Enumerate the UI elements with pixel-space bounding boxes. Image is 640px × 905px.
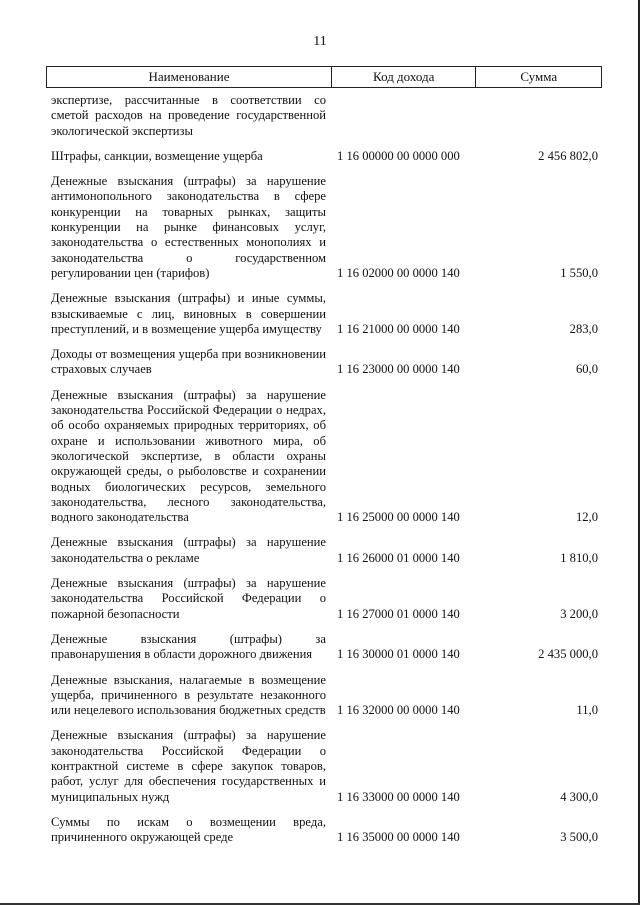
row-sum: 3 200,0 [560,606,598,621]
row-name: Денежные взыскания (штрафы) и иные суммы, взыскиваемые с лиц, виновных в совершении преступлений, и в возмещение ущерба имуществу [51,291,326,336]
revenue-table [46,66,602,845]
row-code: 1 16 25000 00 0000 140 [337,510,460,525]
table-row [46,347,602,378]
row-name: Штрафы, санкции, возмещение ущерба [51,148,263,163]
table-row [46,576,602,622]
table-row [46,673,602,719]
row-sum: 3 500,0 [560,830,598,845]
table-row [46,174,602,281]
row-sum: 2 456 802,0 [538,148,598,163]
row-name: экспертизе, рассчитанные в соответствии со сметой расходов на проведение государственной экологической экспертизы [51,93,326,138]
row-name: Суммы по искам о возмещении вреда, причиненного окружающей среде [51,814,326,845]
row-name: Денежные взыскания, налагаемые в возмещение ущерба, причиненного в результате незаконного или нецелевого использования бюджетных средств [51,672,326,718]
row-sum: 1 550,0 [560,265,598,280]
row-sum: 11,0 [576,703,598,718]
row-sum: 1 810,0 [560,550,598,565]
row-code: 1 16 21000 00 0000 140 [337,321,460,336]
table-header [46,66,602,88]
row-code: 1 16 33000 00 0000 140 [337,789,460,804]
row-sum: 60,0 [575,362,598,377]
row-code: 1 16 35000 00 0000 140 [337,830,460,845]
row-name: Денежные взыскания (штрафы) за нарушение антимонопольного законодательства в сфере конкуренции на товарных рынках, защиты конкуренции на рынке финансовых услуг, законодательства о естественных монополиях и законодательства о государственном регулировании цен (тарифов) [51,174,326,280]
page-number: 11 [313,34,327,49]
table-row [46,388,602,526]
table-row [46,93,602,139]
header-sum: Сумма [520,69,558,84]
row-name: Денежные взыскания (штрафы) за нарушение законодательства о рекламе [51,535,326,565]
table-row [46,535,602,566]
row-name: Денежные взыскания (штрафы) за нарушение законодательства Российской Федерации о недрах, об особо охраняемых природных территориях, об охране и использовании животного мира, об экологической экспертизе, в области охраны окружающей среды, о рыболовстве и сохранении водных биологических ресурсов, земельного законодательства, лесного законодательства, водного законодательства [51,387,326,525]
row-name: Денежные взыскания (штрафы) за нарушение законодательства Российской Федерации о контрактной системе в сфере закупок товаров, работ, услуг для обеспечения государственных и муниципальных нужд [51,728,326,804]
row-code: 1 16 02000 00 0000 140 [337,265,460,280]
row-name: Доходы от возмещения ущерба при возникновении страховых случаев [51,347,326,377]
row-code: 1 16 00000 00 0000 000 [337,148,460,163]
row-code: 1 16 27000 01 0000 140 [337,606,460,621]
table-row [46,291,602,337]
header-name: Наименование [47,67,332,87]
row-sum: 12,0 [575,510,598,525]
row-code: 1 16 26000 01 0000 140 [337,550,460,565]
row-sum: 4 300,0 [560,789,598,804]
header-code: Код дохода [332,67,476,87]
row-name: Денежные взыскания (штрафы) за нарушение законодательства Российской Федерации о пожарной безопасности [51,576,326,621]
table-row [46,149,602,164]
table-row [46,728,602,804]
row-sum: 2 435 000,0 [538,647,598,662]
row-code: 1 16 23000 00 0000 140 [337,362,460,377]
table-row [46,815,602,846]
row-code: 1 16 32000 00 0000 140 [337,703,460,718]
row-sum: 283,0 [569,321,598,336]
table-row [46,632,602,663]
row-name: Денежные взыскания (штрафы) за правонарушения в области дорожного движения [51,631,326,662]
row-code: 1 16 30000 01 0000 140 [337,647,460,662]
